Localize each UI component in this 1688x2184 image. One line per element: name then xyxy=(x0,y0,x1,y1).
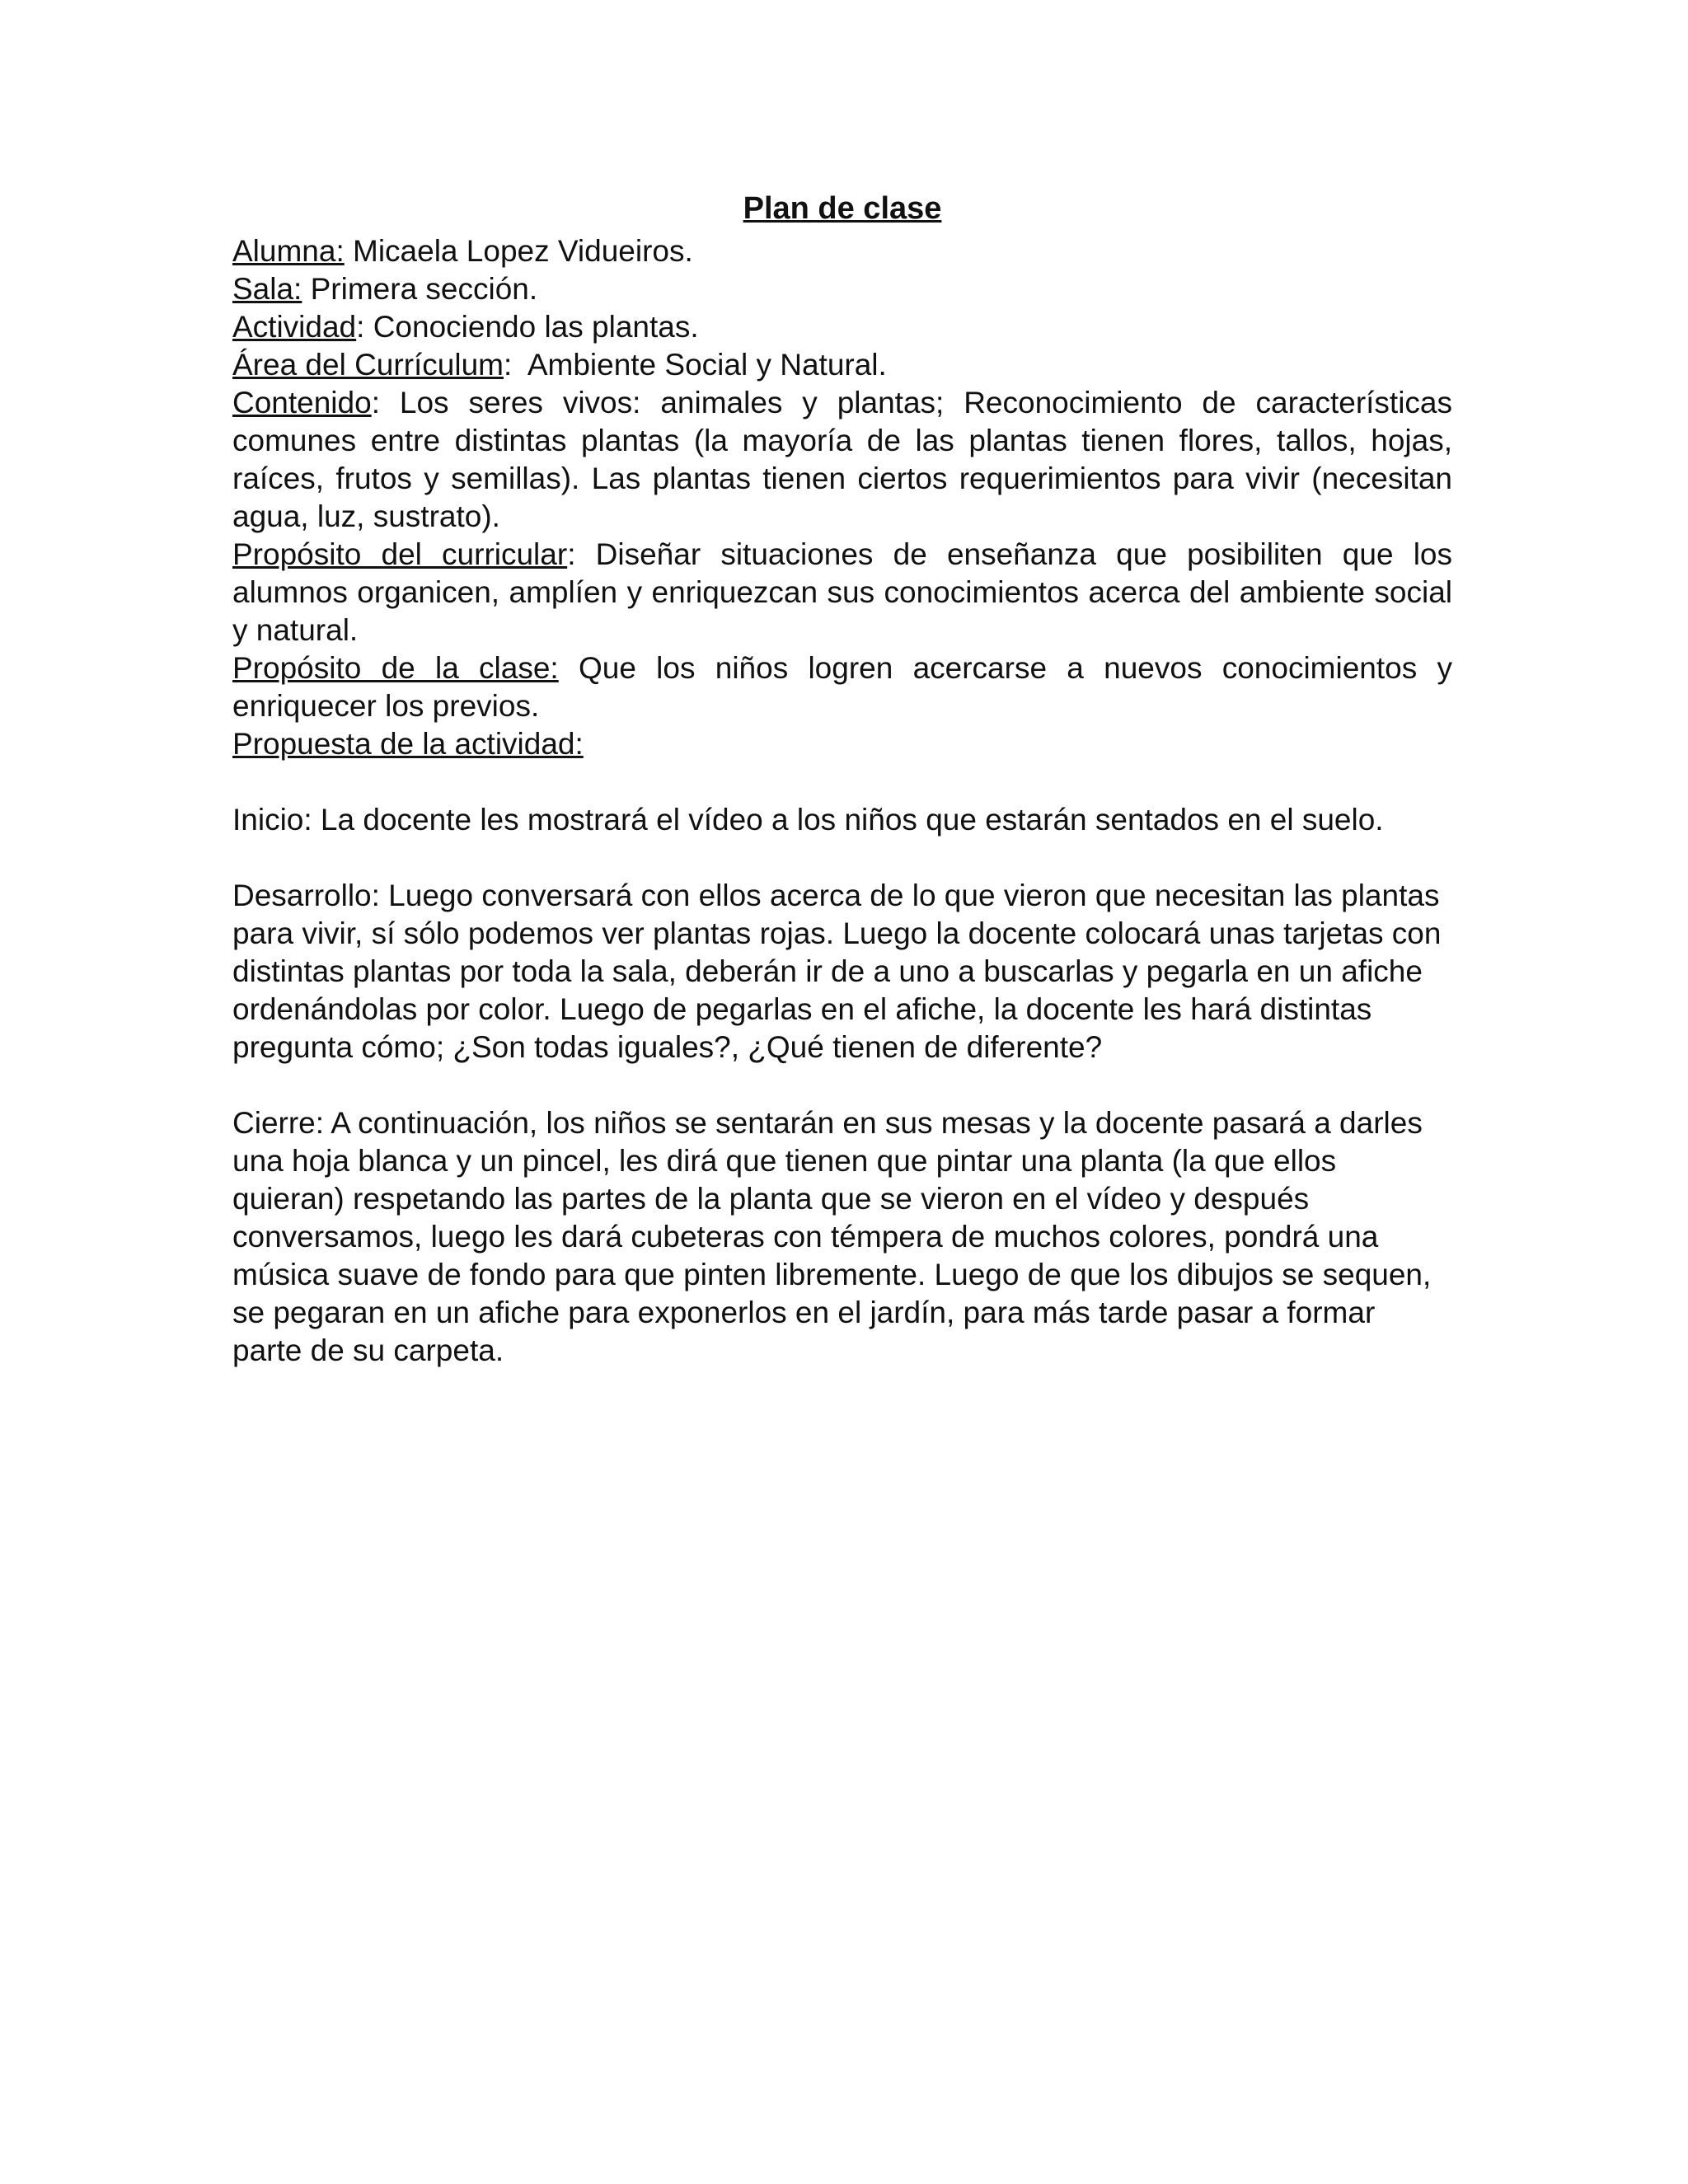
field-value: Conociendo las plantas. xyxy=(373,310,699,344)
field-label: Propósito de la clase: xyxy=(232,651,559,685)
field-sep: : xyxy=(371,386,400,419)
field-label: Propuesta de la actividad: xyxy=(232,727,584,761)
field-sep xyxy=(559,651,579,685)
field-value: Primera sección. xyxy=(310,272,538,306)
field-sep: : xyxy=(356,310,373,344)
field-proposito-clase xyxy=(232,649,1452,725)
field-label: Sala: xyxy=(232,272,302,306)
field-sep: : xyxy=(504,348,528,382)
field-label: Actividad xyxy=(232,310,357,344)
field-actividad xyxy=(232,308,1452,346)
field-label: Contenido xyxy=(232,386,372,419)
field-value: Diseñar situaciones de enseñanza que posibiliten que los alumnos organicen, amplíen y enriquezcan sus conocimientos acerca del ambiente social y natural. xyxy=(232,537,1453,647)
paragraph-inicio: Inicio: La docente les mostrará el vídeo a los niños que estarán sentados en el suelo. xyxy=(232,803,1384,837)
paragraph-cierre: Cierre: A continuación, los niños se sentarán en sus mesas y la docente pasará a darles una hoja blanca y un pincel, les dirá que tienen que pintar una planta (la que ellos quieran) respetando las partes de la planta que se vieron en el vídeo y después conversamos, luego les dará cubeteras con témpera de muchos colores, pondrá una música suave de fondo para que pinten libremente. Luego de que los dibujos se sequen, se pegaran en un afiche para exponerlos en el jardín, para más tarde pasar a formar parte de su carpeta. xyxy=(232,1106,1432,1367)
field-sala xyxy=(232,270,1452,308)
field-value: Los seres vivos: animales y plantas; Reconocimiento de características comunes entre distintas plantas (la mayoría de las plantas tienen flores, tallos, hojas, raíces, frutos y semillas). Las plantas tienen ciertos requerimientos para vivir (necesitan agua, luz, sustrato). xyxy=(232,386,1453,533)
field-area xyxy=(232,346,1452,384)
document-page xyxy=(232,186,1452,1370)
spacer xyxy=(232,839,1452,877)
spacer xyxy=(232,1066,1452,1104)
field-value: Micaela Lopez Vidueiros. xyxy=(353,234,693,268)
field-value: Que los niños logren acercarse a nuevos conocimientos y enriquecer los previos. xyxy=(232,651,1452,723)
field-sep xyxy=(345,234,353,268)
field-sep xyxy=(302,272,310,306)
field-contenido xyxy=(232,384,1452,536)
field-value: Ambiente Social y Natural. xyxy=(527,348,887,382)
field-propuesta xyxy=(232,725,1452,763)
spacer xyxy=(232,763,1452,801)
field-alumna xyxy=(232,232,1452,270)
field-label: Área del Currículum xyxy=(232,348,504,382)
document-title: Plan de clase xyxy=(743,191,942,226)
paragraph-desarrollo: Desarrollo: Luego conversará con ellos acerca de lo que vieron que necesitan las plantas para vivir, sí sólo podemos ver plantas rojas. Luego la docente colocará unas tarjetas con distintas plantas por toda la sala, deberán ir de a uno a buscarlas y pegarla en un afiche ordenándolas por color. Luego de pegarlas en el afiche, la docente les hará distintas pregunta cómo; ¿Son todas iguales?, ¿Qué tienen de diferente? xyxy=(232,879,1442,1064)
field-label: Propósito del curricular xyxy=(232,537,568,571)
field-label: Alumna: xyxy=(232,234,345,268)
field-proposito-curricular xyxy=(232,536,1452,649)
field-sep: : xyxy=(567,537,596,571)
